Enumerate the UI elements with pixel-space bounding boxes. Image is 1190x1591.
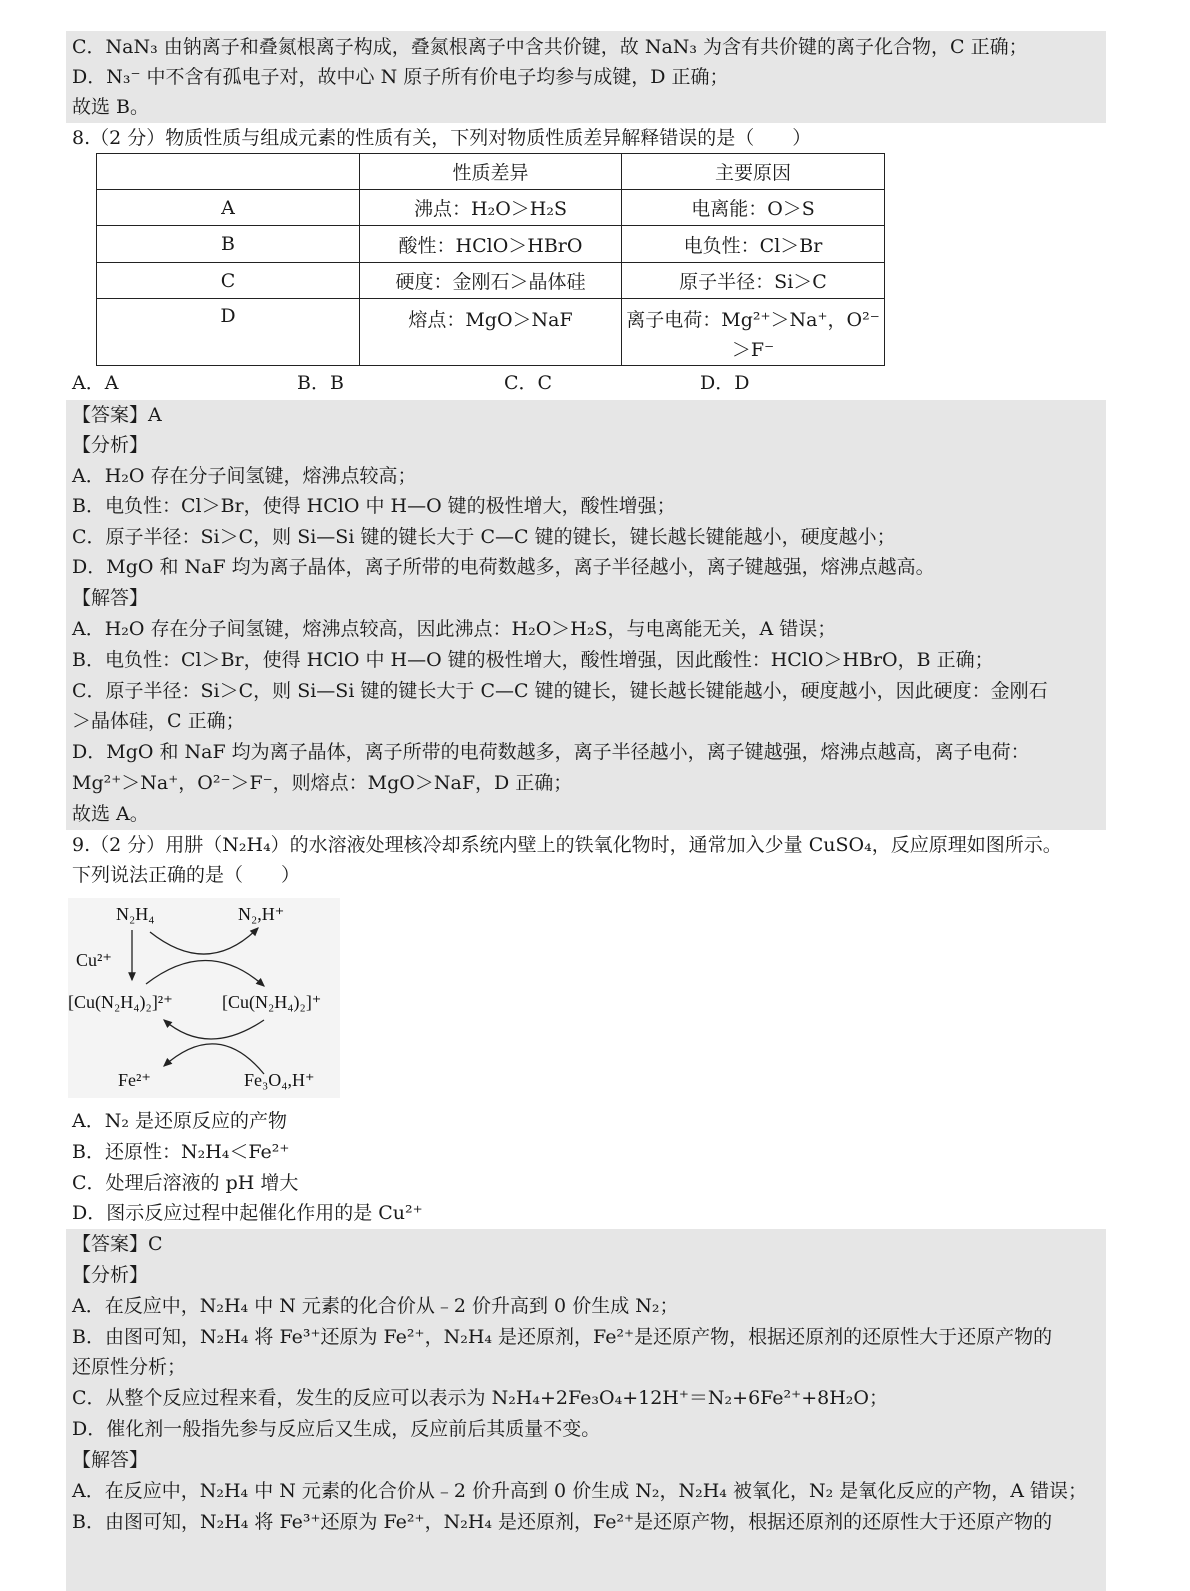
q8-row-label: B xyxy=(97,226,360,263)
q8-analysis-c: C．原子半径：Si＞C，则 Si—Si 键的键长大于 C—C 键的键长，键长越长键能越小，硬度越小； xyxy=(72,526,896,548)
q9-analysis-b: B．由图可知，N₂H₄ 将 Fe³⁺还原为 Fe²⁺，N₂H₄ 是还原剂，Fe²⁺是还原产物，根据还原剂的还原性大于还原产物的 xyxy=(72,1326,1053,1348)
q8-row-reason: 电负性：Cl＞Br xyxy=(622,226,885,263)
q8-table xyxy=(96,153,885,366)
q8-option-a: A．A xyxy=(72,372,119,394)
q9-option-d: D．图示反应过程中起催化作用的是 Cu²⁺ xyxy=(72,1202,423,1224)
q9-analysis-d: D．催化剂一般指先参与反应后又生成，反应前后其质量不变。 xyxy=(72,1418,601,1440)
q8-solution-b: B．电负性：Cl＞Br，使得 HClO 中 H—O 键的极性增大，酸性增强，因此酸性：HClO＞HBrO，B 正确； xyxy=(72,649,994,671)
q8-answer-pick: 故选 A。 xyxy=(72,803,149,825)
q8-option-b: B．B xyxy=(297,372,344,394)
q9-stem-cont: 下列说法正确的是（ ） xyxy=(72,864,301,886)
q8-row-reason-line1: 离子电荷：Mg²⁺＞Na⁺，O²⁻ xyxy=(626,309,880,331)
q9-option-c: C．处理后溶液的 pH 增大 xyxy=(72,1172,299,1194)
q9-solution-title: 【解答】 xyxy=(72,1449,149,1471)
q7-solution-d: D．N₃⁻ 中不含有孤电子对，故中心 N 原子所有价电子均参与成键，D 正确； xyxy=(72,66,729,88)
q8-table-header-row xyxy=(97,154,885,190)
table-row xyxy=(97,299,885,366)
q8-row-diff: 硬度：金刚石＞晶体硅 xyxy=(360,263,622,299)
q9-analysis-title: 【分析】 xyxy=(72,1264,149,1286)
q8-row-reason xyxy=(622,299,885,366)
q8-header-reason: 主要原因 xyxy=(622,154,885,190)
q8-row-diff: 酸性：HClO＞HBrO xyxy=(360,226,622,263)
label-complex-plus: [Cu(N₂H₄)₂]⁺ xyxy=(222,992,322,1012)
q8-row-diff: 熔点：MgO＞NaF xyxy=(360,299,622,366)
q8-stem: 8.（2 分）物质性质与组成元素的性质有关，下列对物质性质差异解释错误的是（ ） xyxy=(72,127,812,149)
q8-header-empty xyxy=(97,154,360,190)
q9-reaction-diagram xyxy=(68,898,340,1098)
q8-answer: 【答案】A xyxy=(72,404,162,426)
q8-analysis-a: A．H₂O 存在分子间氢键，熔沸点较高； xyxy=(72,465,417,487)
q9-answer: 【答案】C xyxy=(72,1233,163,1255)
q8-row-label: C xyxy=(97,263,360,299)
q8-analysis-title: 【分析】 xyxy=(72,434,149,456)
table-row xyxy=(97,190,885,226)
q8-solution-d: D．MgO 和 NaF 均为离子晶体，离子所带的电荷数越多，离子半径越小，离子键越强，熔沸点越高，离子电荷： xyxy=(72,741,1030,763)
q9-option-b: B．还原性：N₂H₄＜Fe²⁺ xyxy=(72,1141,290,1163)
label-n2h4: N₂H₄ xyxy=(116,904,155,924)
q8-solution-a: A．H₂O 存在分子间氢键，熔沸点较高，因此沸点：H₂O＞H₂S，与电离能无关，A 错误； xyxy=(72,618,837,640)
q8-option-d: D．D xyxy=(700,372,750,394)
q8-solution-c: C．原子半径：Si＞C，则 Si—Si 键的键长大于 C—C 键的键长，键长越长键能越小，硬度越小，因此硬度：金刚石 xyxy=(72,680,1048,702)
q8-analysis-b: B．电负性：Cl＞Br，使得 HClO 中 H—O 键的极性增大，酸性增强； xyxy=(72,495,676,517)
q8-row-label: A xyxy=(97,190,360,226)
q9-solution-a: A．在反应中，N₂H₄ 中 N 元素的化合价从﹣2 价升高到 0 价生成 N₂，N₂H₄ 被氧化，N₂ 是氧化反应的产物，A 错误； xyxy=(72,1480,1087,1502)
table-row xyxy=(97,226,885,263)
q8-solution-title: 【解答】 xyxy=(72,587,149,609)
q7-solution-c: C．NaN₃ 由钠离子和叠氮根离子构成，叠氮根离子中含共价键，故 NaN₃ 为含有共价键的离子化合物，C 正确； xyxy=(72,36,1028,58)
label-fe3o4: Fe₃O₄,H⁺ xyxy=(244,1070,315,1090)
q9-option-a: A．N₂ 是还原反应的产物 xyxy=(72,1110,288,1132)
table-row xyxy=(97,263,885,299)
label-n2-h: N₂,H⁺ xyxy=(238,904,285,924)
q8-header-diff: 性质差异 xyxy=(360,154,622,190)
q8-option-c: C．C xyxy=(504,372,553,394)
q8-solution-c-cont: ＞晶体硅，C 正确； xyxy=(72,710,245,732)
q8-row-reason: 电离能：O＞S xyxy=(622,190,885,226)
q9-stem: 9.（2 分）用肼（N₂H₄）的水溶液处理核冷却系统内壁上的铁氧化物时，通常加入少量 CuSO₄，反应原理如图所示。 xyxy=(72,834,1062,856)
q9-solution-b: B．由图可知，N₂H₄ 将 Fe³⁺还原为 Fe²⁺，N₂H₄ 是还原剂，Fe²⁺是还原产物，根据还原剂的还原性大于还原产物的 xyxy=(72,1511,1053,1533)
label-cu2: Cu²⁺ xyxy=(76,950,112,970)
q8-solution-d-cont: Mg²⁺＞Na⁺，O²⁻＞F⁻，则熔点：MgO＞NaF，D 正确； xyxy=(72,772,573,794)
q9-analysis-c: C．从整个反应过程来看，发生的反应可以表示为 N₂H₄+2Fe₃O₄+12H⁺＝N₂+6Fe²⁺+8H₂O； xyxy=(72,1387,888,1409)
q7-answer-pick: 故选 B。 xyxy=(72,96,150,118)
label-complex-2plus: [Cu(N₂H₄)₂]²⁺ xyxy=(68,992,173,1012)
q8-row-reason: 原子半径：Si＞C xyxy=(622,263,885,299)
q8-row-reason-line2: ＞F⁻ xyxy=(731,339,775,361)
q8-analysis-d: D．MgO 和 NaF 均为离子晶体，离子所带的电荷数越多，离子半径越小，离子键越强，熔沸点越高。 xyxy=(72,556,935,578)
q8-row-diff: 沸点：H₂O＞H₂S xyxy=(360,190,622,226)
q8-row-label: D xyxy=(97,299,360,366)
q9-analysis-b-cont: 还原性分析； xyxy=(72,1356,187,1378)
label-fe2: Fe²⁺ xyxy=(118,1070,151,1090)
q9-analysis-a: A．在反应中，N₂H₄ 中 N 元素的化合价从﹣2 价升高到 0 价生成 N₂； xyxy=(72,1295,679,1317)
